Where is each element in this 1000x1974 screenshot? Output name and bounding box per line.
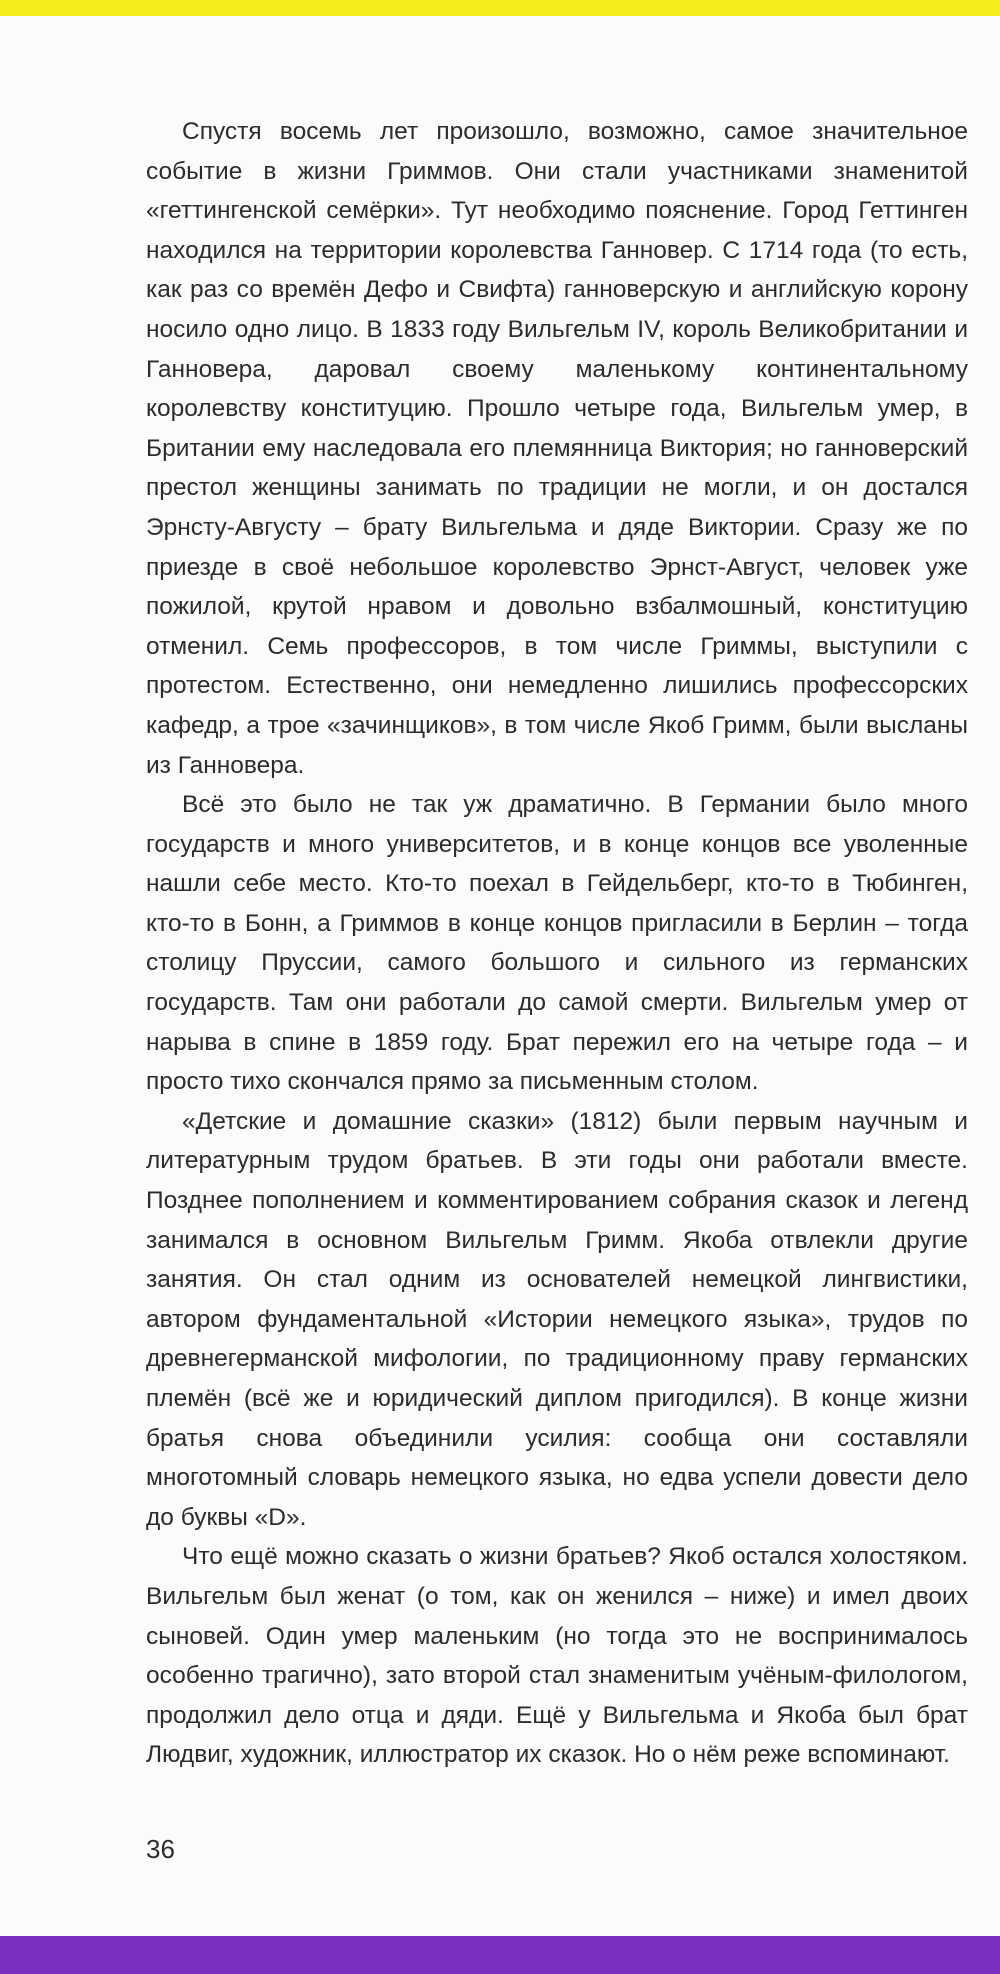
bottom-color-stripe [0, 1936, 1000, 1974]
paragraph-3: «Детские и домашние сказки» (1812) были первым научным и литературным трудом братьев. В эти годы они работали вместе. Позднее пополнением и комментированием собрания сказок и легенд занимался в основном Вильгельм Гримм. Якоба отвлекли другие занятия. Он стал одним из основателей немецкой лингвистики, автором фундаментальной «Истории немецкого языка», трудов по древнегерманской мифологии, по традиционному праву германских племён (всё же и юридический диплом пригодился). В конце жизни братья снова объединили усилия: сообща они составляли многотомный словарь немецкого языка, но едва успели довести дело до буквы «D». [146, 1107, 968, 1531]
top-color-stripe [0, 0, 1000, 16]
page-text-body [146, 112, 968, 1775]
paragraph-2: Всё это было не так уж драматично. В Германии было много государств и много университетов, и в конце концов все уволенные нашли себе место. Кто-то поехал в Гейдельберг, кто-то в Тюбинген, кто-то в Бонн, а Гриммов в конце концов пригласили в Берлин – тогда столицу Пруссии, самого большого и сильного из германских государств. Там они работали до самой смерти. Вильгельм умер от нарыва в спине в 1859 году. Брат пережил его на четыре года – и просто тихо скончался прямо за письменным столом. [146, 791, 968, 1096]
paragraph-4: Что ещё можно сказать о жизни братьев? Якоб остался холостяком. Вильгельм был женат (о том, как он женился – ниже) и имел двоих сыновей. Один умер маленьким (но тогда это не воспринималось особенно трагично), зато второй стал знаменитым учёным-филологом, продолжил дело отца и дяди. Ещё у Вильгельма и Якоба был брат Людвиг, художник, иллюстратор их сказок. Но о нём реже вспоминают. [146, 1543, 968, 1769]
book-page [0, 16, 1000, 1936]
page-number: 36 [146, 1834, 175, 1864]
paragraph-1: Спустя восемь лет произошло, возможно, самое значительное событие в жизни Гриммов. Они стали участниками знаменитой «геттингенской семёрки». Тут необходимо пояснение. Город Геттинген находился на территории королевства Ганновер. С 1714 года (то есть, как раз со времён Дефо и Свифта) ганноверскую и английскую корону носило одно лицо. В 1833 году Вильгельм IV, король Великобритании и Ганновера, даровал своему маленькому континентальному королевству конституцию. Прошло четыре года, Вильгельм умер, в Британии ему наследовала его племянница Виктория; но ганноверский престол женщины занимать по традиции не могли, и он достался Эрнсту-Августу – брату Вильгельма и дяде Виктории. Сразу же по приезде в своё небольшое королевство Эрнст-Август, человек уже пожилой, крутой нравом и довольно взбалмошный, конституцию отменил. Семь профессоров, в том числе Гриммы, выступили с протестом. Естественно, они немедленно лишились профессорских кафедр, а трое «зачинщиков», в том числе Якоб Гримм, были высланы из Ганновера. [146, 118, 968, 779]
